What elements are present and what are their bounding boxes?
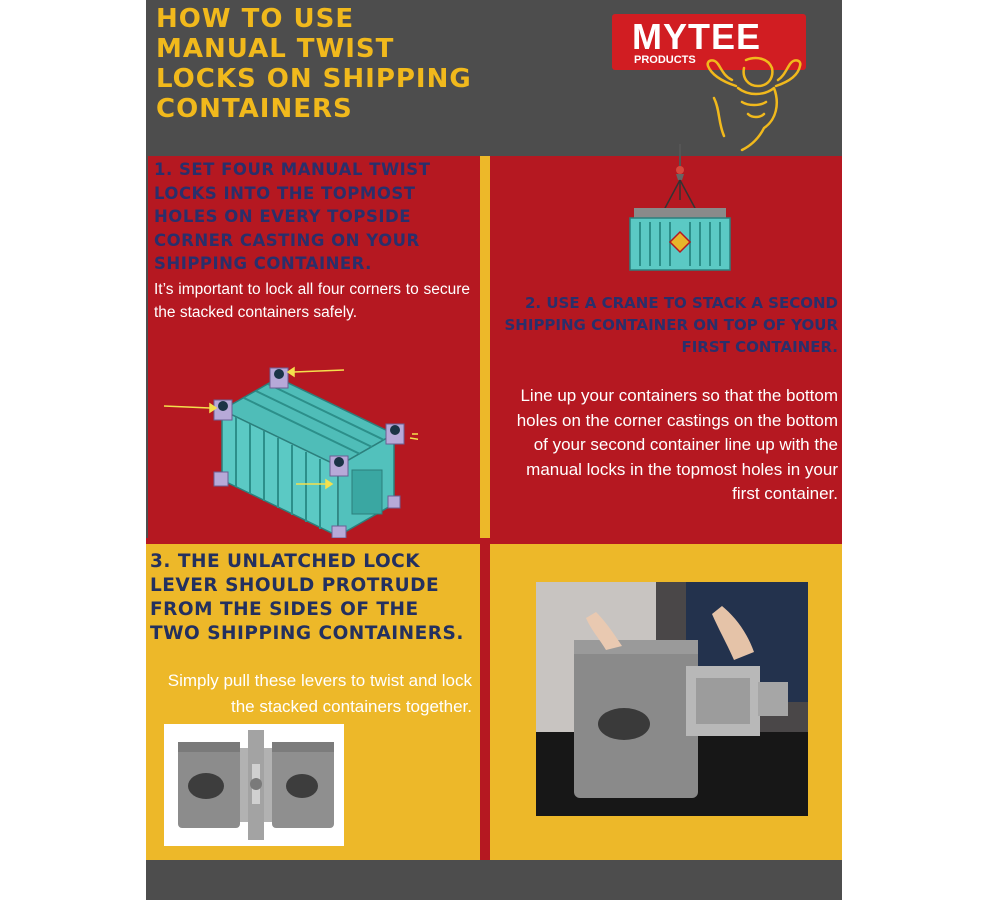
infographic [146, 0, 842, 900]
step-2-heading: 2. USE A CRANE TO STACK A SECOND SHIPPING CONTAINER ON TOP OF YOUR FIRST CONTAINER. [504, 294, 838, 356]
step-3-panel [146, 544, 480, 860]
twist-lock-between-castings-photo [164, 724, 344, 846]
crane-lifting-container-icon [614, 144, 744, 274]
step-1-panel [148, 156, 480, 538]
step-1-text: It’s important to lock all four corners to secure the stacked containers safely. [154, 281, 470, 321]
step-2-text: Line up your containers so that the bottom holes on the corner castings on the bottom of your second container line up with the manual locks in the topmost holes in your first container. [516, 386, 838, 503]
step-1-heading: 1. SET FOUR MANUAL TWIST LOCKS INTO THE TOPMOST HOLES ON EVERY TOPSIDE CORNER CASTING ON YOUR SHIPPING CONTAINER. [154, 160, 431, 273]
step-3-text: Simply pull these levers to twist and lock the stacked containers together. [167, 671, 472, 716]
column-divider [480, 156, 490, 538]
step-3-heading: 3. THE UNLATCHED LOCK LEVER SHOULD PROTRUDE FROM THE SIDES OF THE TWO SHIPPING CONTAINERS. [150, 551, 464, 644]
logo-tagline: PRODUCTS [634, 54, 696, 66]
photo-panel [490, 544, 842, 860]
page-title: HOW TO USE MANUAL TWIST LOCKS ON SHIPPING CONTAINERS [156, 4, 472, 124]
container-with-corner-locks-icon [156, 338, 418, 538]
step-2-panel [490, 156, 842, 538]
column-divider-lower [480, 544, 490, 860]
logo-wordmark: MYTEE [632, 16, 762, 57]
hands-holding-twist-lock-photo [536, 582, 808, 816]
strongman-mascot-icon [702, 56, 806, 152]
